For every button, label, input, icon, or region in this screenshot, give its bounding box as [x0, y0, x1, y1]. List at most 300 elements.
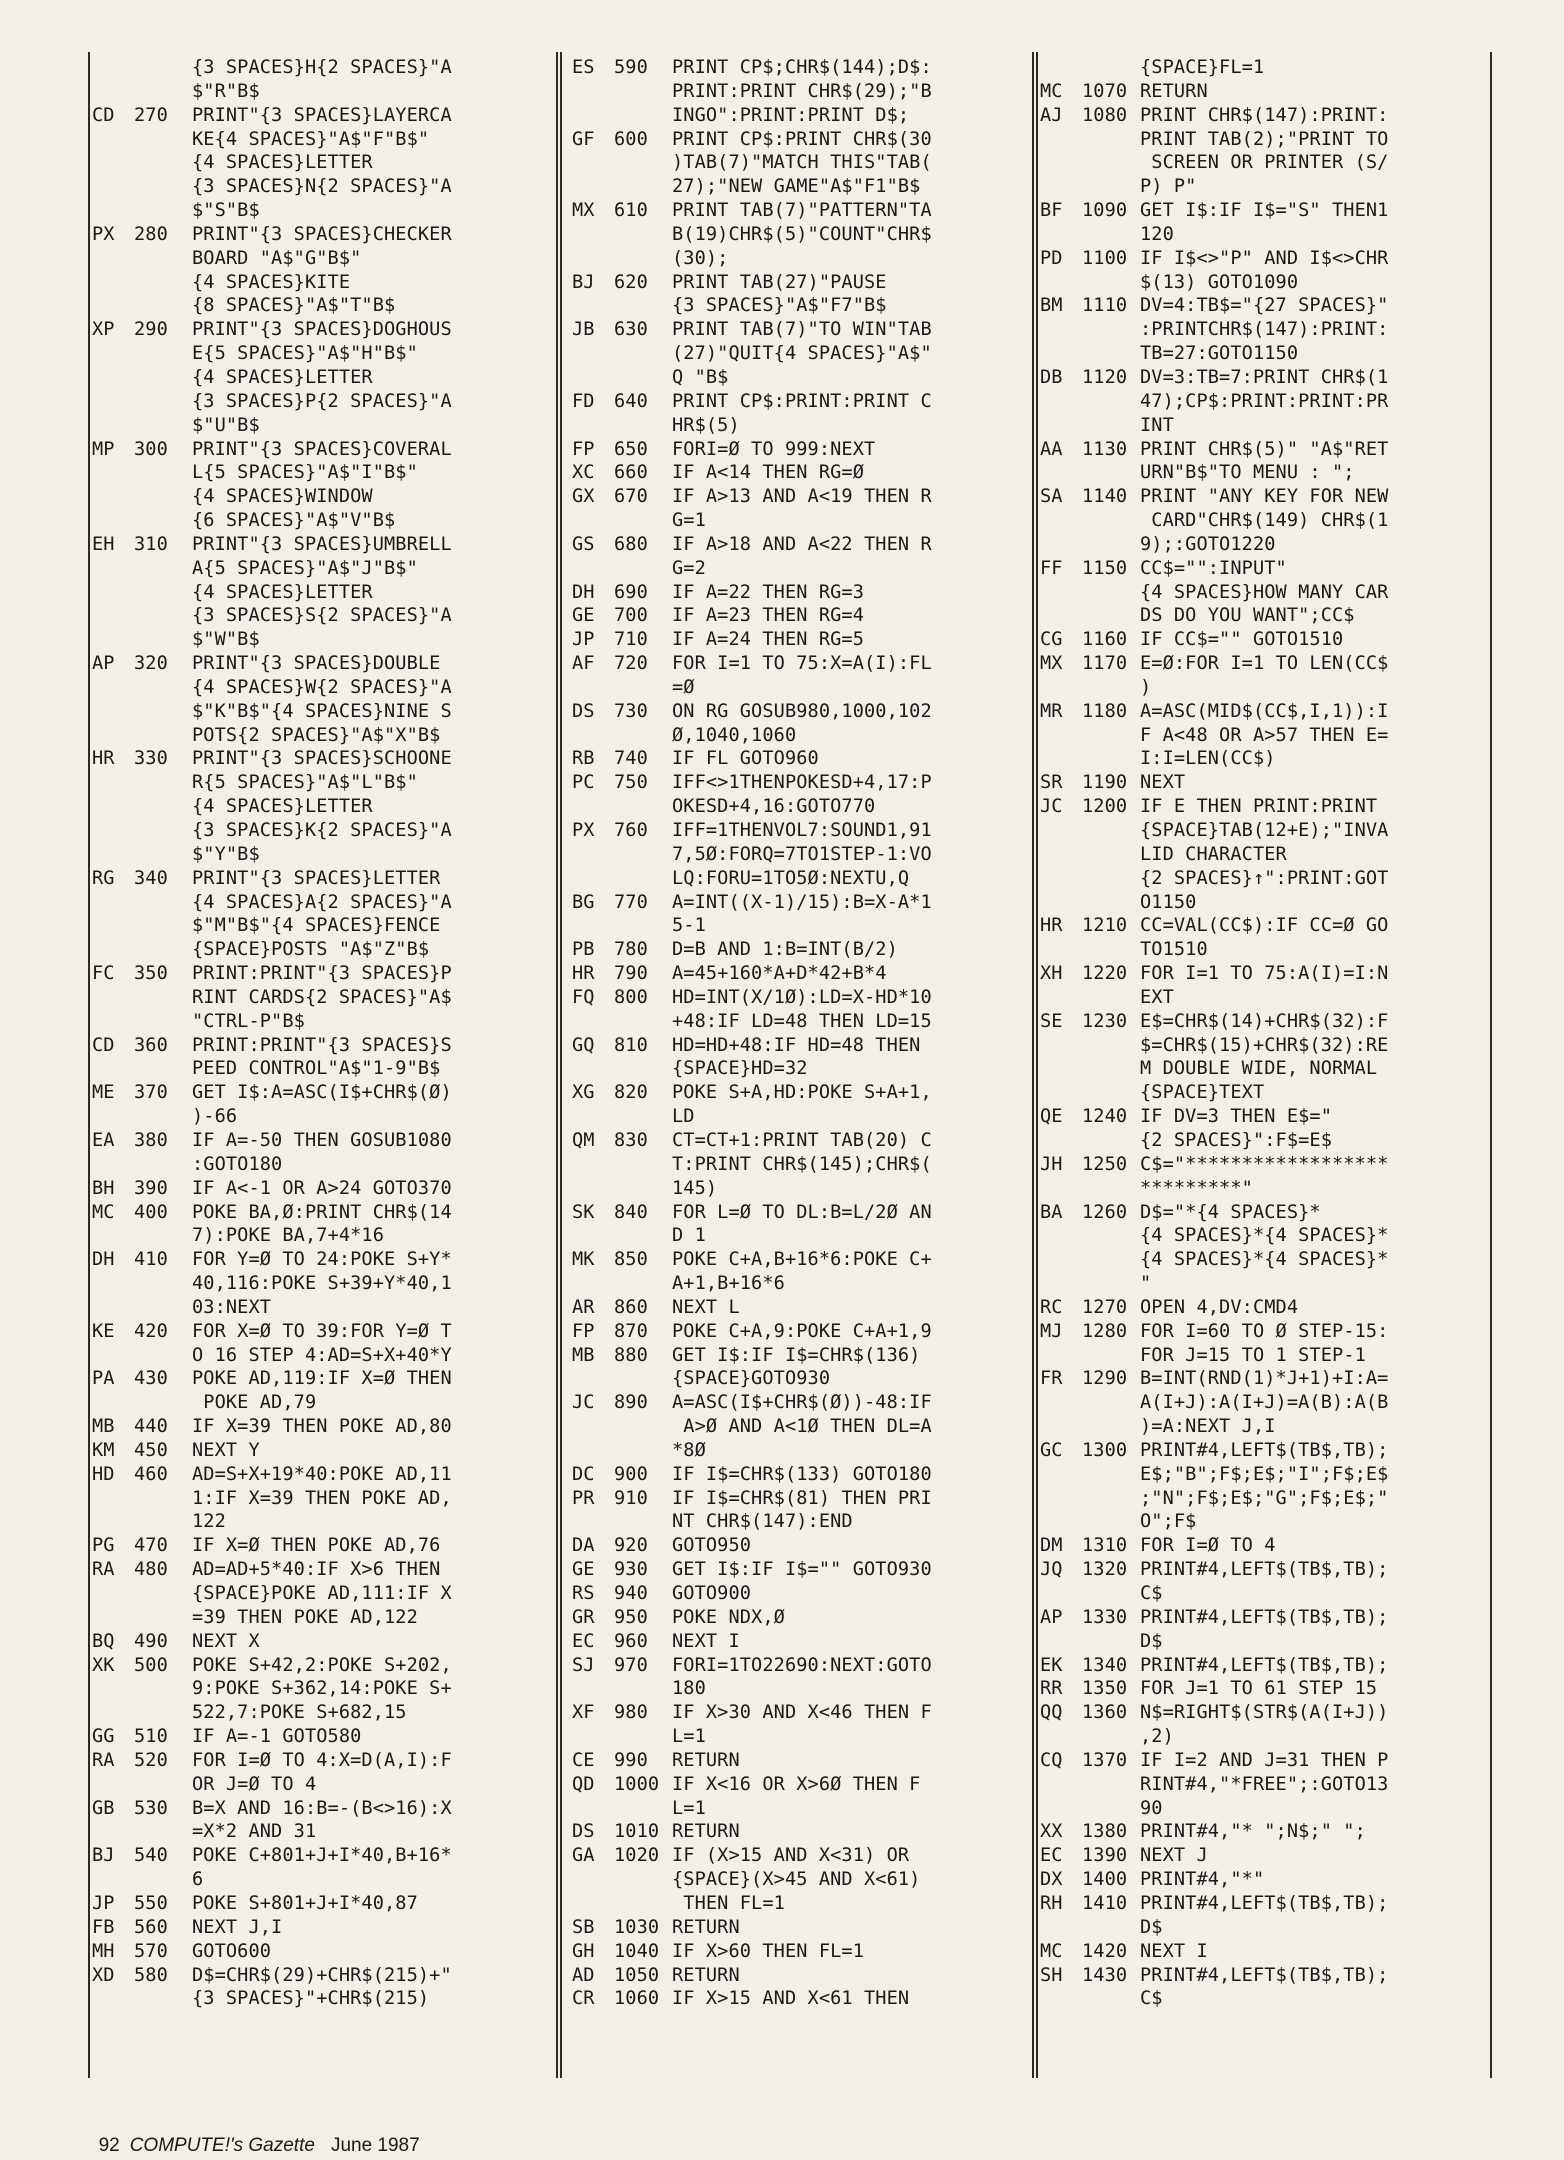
line-number: 1120: [1082, 366, 1128, 388]
line-number: [614, 1725, 672, 1749]
basic-code: IF X<16 OR X>6Ø THEN F: [672, 1773, 921, 1795]
checksum-code: FR: [1040, 1368, 1063, 1390]
basic-code: C$: [1140, 1988, 1163, 2010]
listing-line: [1040, 557, 1500, 581]
listing-line: [572, 962, 1032, 986]
line-number: 1300: [1082, 1439, 1128, 1461]
listing-line: [92, 1558, 554, 1582]
basic-code: IF X=39 THEN POKE AD,80: [192, 1416, 452, 1438]
checksum-code: [92, 1582, 134, 1606]
basic-code: FOR I=Ø TO 4:X=D(A,I):F: [192, 1749, 452, 1771]
basic-code: TB=27:GOTO1150: [1140, 343, 1299, 365]
basic-code: IF A>18 AND A<22 THEN R: [672, 533, 932, 555]
checksum-code: HR: [1040, 915, 1063, 937]
listing-line: [572, 318, 1032, 342]
line-number: [134, 1868, 192, 1892]
line-number: 490: [134, 1630, 168, 1652]
checksum-code: [92, 771, 134, 795]
line-number: [614, 247, 672, 271]
basic-code: DV=3:TB=7:PRINT CHR$(1: [1140, 366, 1389, 388]
listing-line: [92, 1654, 554, 1678]
listing-line: [1040, 1344, 1500, 1368]
checksum-code: DH: [572, 581, 595, 603]
basic-code: 522,7:POKE S+682,15: [192, 1702, 407, 1724]
basic-code: $"W"B$: [192, 629, 260, 651]
listing-line: [92, 557, 554, 581]
basic-code: 1:IF X=39 THEN POKE AD,: [192, 1487, 452, 1509]
listing-line: [572, 1868, 1032, 1892]
line-number: [134, 414, 192, 438]
basic-code: SCREEN OR PRINTER (S/: [1140, 152, 1389, 174]
checksum-code: GS: [572, 533, 595, 555]
checksum-code: [92, 1606, 134, 1630]
listing-line: [92, 1701, 554, 1725]
line-number: 660: [614, 462, 648, 484]
checksum-code: [1040, 1248, 1082, 1272]
checksum-code: [572, 1892, 614, 1916]
listing-line: [92, 1463, 554, 1487]
listing-line: [1040, 604, 1500, 628]
line-number: 270: [134, 104, 168, 126]
basic-code: 7,5Ø:FORQ=7TO1STEP-1:VO: [672, 843, 932, 865]
listing-line: [92, 199, 554, 223]
listing-line: [1040, 199, 1500, 223]
checksum-code: PC: [572, 772, 595, 794]
page-footer: [88, 2113, 420, 2157]
basic-code: PRINT:PRINT"{3 SPACES}S: [192, 1034, 452, 1056]
checksum-code: [92, 1773, 134, 1797]
listing-line: [572, 1415, 1032, 1439]
basic-code: B=X AND 16:B=-(B<>16):X: [192, 1797, 452, 1819]
line-number: [614, 557, 672, 581]
checksum-code: [92, 271, 134, 295]
checksum-code: MC: [1040, 1940, 1063, 1962]
basic-code: FOR L=Ø TO DL:B=L/2Ø AN: [672, 1201, 932, 1223]
listing-line: [572, 1272, 1032, 1296]
basic-code: +48:IF LD=48 THEN LD=15: [672, 1010, 932, 1032]
basic-code: $"K"B$"{4 SPACES}NINE S: [192, 700, 452, 722]
basic-code: NEXT J,I: [192, 1916, 283, 1938]
basic-code: D$="*{4 SPACES}*: [1140, 1201, 1321, 1223]
listing-line: [572, 676, 1032, 700]
checksum-code: CG: [1040, 629, 1063, 651]
listing-line: [1040, 1224, 1500, 1248]
checksum-code: AA: [1040, 438, 1063, 460]
line-number: [134, 557, 192, 581]
basic-code: PRINT"{3 SPACES}DOUBLE: [192, 653, 441, 675]
line-number: 920: [614, 1535, 648, 1557]
checksum-code: [92, 509, 134, 533]
line-number: [134, 271, 192, 295]
basic-code: POKE S+801+J+I*40,87: [192, 1892, 418, 1914]
listing-line: [92, 1868, 554, 1892]
basic-code: FOR I=60 TO Ø STEP-15:: [1140, 1320, 1389, 1342]
listing-line: [1040, 724, 1500, 748]
checksum-code: XH: [1040, 963, 1063, 985]
basic-code: {SPACE}POSTS "A$"Z"B$: [192, 939, 430, 961]
line-number: 1030: [614, 1916, 660, 1938]
listing-line: [1040, 509, 1500, 533]
basic-code: {SPACE}HD=32: [672, 1058, 808, 1080]
basic-code: 120: [1140, 223, 1174, 245]
listing-line: [572, 1510, 1032, 1534]
checksum-code: [572, 1510, 614, 1534]
basic-code: {SPACE}TEXT: [1140, 1082, 1265, 1104]
listing-line: [572, 1725, 1032, 1749]
line-number: 560: [134, 1916, 168, 1938]
basic-code: 122: [192, 1511, 226, 1533]
listing-line: [92, 1987, 554, 2011]
checksum-code: CE: [572, 1749, 595, 1771]
basic-code: RETURN: [672, 1749, 740, 1771]
listing-line: [92, 628, 554, 652]
basic-code: RETURN: [1140, 80, 1208, 102]
listing-line: [572, 1367, 1032, 1391]
listing-line: [1040, 843, 1500, 867]
listing-line: [1040, 1391, 1500, 1415]
basic-code: PRINT CP$;CHR$(144);D$:: [672, 57, 932, 78]
basic-code: PRINT TAB(7)"TO WIN"TAB: [672, 319, 932, 341]
listing-line: [572, 1916, 1032, 1940]
listing-line: [1040, 795, 1500, 819]
basic-code: D=B AND 1:B=INT(B/2): [672, 939, 898, 961]
line-number: [134, 1582, 192, 1606]
basic-code: POKE C+A,9:POKE C+A+1,9: [672, 1320, 932, 1342]
listing-line: [1040, 581, 1500, 605]
line-number: 1050: [614, 1964, 660, 1986]
basic-code: PRINT#4,LEFT$(TB$,TB);: [1140, 1606, 1389, 1628]
listing-line: [572, 1177, 1032, 1201]
checksum-code: [572, 1010, 614, 1034]
checksum-code: RA: [92, 1559, 115, 1581]
listing-line: [92, 151, 554, 175]
line-number: [134, 914, 192, 938]
basic-code: {4 SPACES}A{2 SPACES}"A: [192, 891, 452, 913]
checksum-code: [572, 1725, 614, 1749]
listing-line: [572, 1463, 1032, 1487]
basic-code: PRINT:PRINT"{3 SPACES}P: [192, 963, 452, 985]
checksum-code: [92, 366, 134, 390]
line-number: [134, 1487, 192, 1511]
listing-line: [1040, 628, 1500, 652]
basic-code: *********": [1140, 1177, 1253, 1199]
line-number: [134, 1510, 192, 1534]
checksum-code: [572, 557, 614, 581]
line-number: [1082, 724, 1140, 748]
basic-code: PRINT#4,LEFT$(TB$,TB);: [1140, 1559, 1389, 1581]
listing-column-1: [92, 56, 554, 2011]
line-number: [1082, 271, 1140, 295]
listing-line: [92, 819, 554, 843]
checksum-code: [92, 676, 134, 700]
line-number: [614, 1415, 672, 1439]
line-number: [1082, 533, 1140, 557]
basic-code: B=INT(RND(1)*J+1)+I:A=: [1140, 1368, 1389, 1390]
line-number: [614, 1153, 672, 1177]
listing-line: [572, 1534, 1032, 1558]
basic-code: NEXT Y: [192, 1439, 260, 1461]
checksum-code: [92, 557, 134, 581]
listing-line: [1040, 747, 1500, 771]
line-number: 510: [134, 1726, 168, 1748]
checksum-code: [572, 175, 614, 199]
line-number: [134, 1224, 192, 1248]
line-number: 1190: [1082, 772, 1128, 794]
listing-line: [572, 533, 1032, 557]
listing-line: [1040, 1844, 1500, 1868]
line-number: 350: [134, 963, 168, 985]
line-number: 630: [614, 319, 648, 341]
checksum-code: [572, 867, 614, 891]
listing-line: [572, 1153, 1032, 1177]
basic-code: IF E THEN PRINT:PRINT: [1140, 796, 1378, 818]
listing-line: [572, 1773, 1032, 1797]
listing-line: [572, 1654, 1032, 1678]
basic-code: {4 SPACES}LETTER: [192, 366, 373, 388]
line-number: 650: [614, 438, 648, 460]
line-number: [614, 724, 672, 748]
line-number: 790: [614, 963, 648, 985]
checksum-code: [1040, 1272, 1082, 1296]
basic-code: (27)"QUIT{4 SPACES}"A$": [672, 343, 932, 365]
listing-line: [92, 366, 554, 390]
listing-line: [1040, 819, 1500, 843]
line-number: [134, 1010, 192, 1034]
listing-line: [1040, 914, 1500, 938]
listing-line: [572, 771, 1032, 795]
checksum-code: GX: [572, 486, 595, 508]
line-number: 390: [134, 1177, 168, 1199]
line-number: 370: [134, 1082, 168, 1104]
listing-line: [1040, 1081, 1500, 1105]
line-number: 770: [614, 891, 648, 913]
basic-code: 180: [672, 1678, 706, 1700]
checksum-code: [572, 1177, 614, 1201]
checksum-code: [1040, 843, 1082, 867]
line-number: 880: [614, 1344, 648, 1366]
checksum-code: BG: [572, 891, 595, 913]
listing-line: [92, 318, 554, 342]
checksum-code: [572, 795, 614, 819]
listing-line: [572, 1487, 1032, 1511]
line-number: [1082, 867, 1140, 891]
basic-code: L=1: [672, 1726, 706, 1748]
checksum-code: DM: [1040, 1535, 1063, 1557]
line-number: 360: [134, 1034, 168, 1056]
basic-code: 7):POKE BA,7+4*16: [192, 1225, 385, 1247]
checksum-code: [92, 461, 134, 485]
basic-code: DV=4:TB$="{27 SPACES}": [1140, 295, 1389, 317]
checksum-code: [572, 914, 614, 938]
line-number: [1082, 318, 1140, 342]
line-number: [134, 80, 192, 104]
line-number: [134, 509, 192, 533]
checksum-code: RR: [1040, 1678, 1063, 1700]
listing-line: [92, 914, 554, 938]
checksum-code: [1040, 318, 1082, 342]
line-number: [1082, 1916, 1140, 1940]
listing-line: [1040, 1201, 1500, 1225]
checksum-code: JP: [572, 629, 595, 651]
basic-code: )=A:NEXT J,I: [1140, 1416, 1276, 1438]
basic-code: {SPACE}GOTO930: [672, 1368, 831, 1390]
listing-line: [92, 986, 554, 1010]
checksum-code: [92, 891, 134, 915]
checksum-code: [1040, 1391, 1082, 1415]
line-number: [614, 843, 672, 867]
line-number: [1082, 1034, 1140, 1058]
checksum-code: ME: [92, 1082, 115, 1104]
listing-line: [92, 342, 554, 366]
checksum-code: [572, 414, 614, 438]
line-number: 460: [134, 1463, 168, 1485]
listing-line: [1040, 676, 1500, 700]
checksum-code: CR: [572, 1988, 595, 2010]
checksum-code: FP: [572, 438, 595, 460]
listing-line: [92, 485, 554, 509]
listing-line: [572, 1391, 1032, 1415]
listing-line: [92, 962, 554, 986]
listing-line: [1040, 986, 1500, 1010]
line-number: [1082, 986, 1140, 1010]
checksum-code: RG: [92, 867, 115, 889]
basic-code: HD=HD+48:IF HD=48 THEN: [672, 1034, 921, 1056]
listing-line: [572, 1582, 1032, 1606]
basic-code: A>Ø AND A<1Ø THEN DL=A: [672, 1416, 932, 1438]
checksum-code: XD: [92, 1964, 115, 1986]
basic-code: IF A=23 THEN RG=4: [672, 605, 865, 627]
basic-code: 9:POKE S+362,14:POKE S+: [192, 1678, 452, 1700]
line-number: [134, 390, 192, 414]
basic-code: GOTO950: [672, 1535, 752, 1557]
basic-code: {SPACE}POKE AD,111:IF X: [192, 1583, 452, 1604]
checksum-code: [1040, 533, 1082, 557]
basic-code: P) P": [1140, 176, 1197, 198]
line-number: 860: [614, 1296, 648, 1318]
listing-line: [1040, 1439, 1500, 1463]
basic-code: {3 SPACES}N{2 SPACES}"A: [192, 176, 452, 198]
checksum-code: [572, 104, 614, 128]
checksum-code: [1040, 1797, 1082, 1821]
listing-line: [572, 366, 1032, 390]
line-number: [1082, 1987, 1140, 2011]
checksum-code: MX: [572, 200, 595, 222]
basic-code: PRINT CHR$(147):PRINT:: [1140, 104, 1389, 126]
line-number: 470: [134, 1535, 168, 1557]
checksum-code: HR: [572, 963, 595, 985]
listing-line: [1040, 1463, 1500, 1487]
line-number: [614, 1892, 672, 1916]
listing-line: [572, 1010, 1032, 1034]
listing-line: [1040, 1487, 1500, 1511]
basic-code: GET I$:IF I$="S" THEN1: [1140, 200, 1389, 222]
line-number: 810: [614, 1034, 648, 1056]
basic-code: G=1: [672, 510, 706, 532]
listing-line: [92, 414, 554, 438]
checksum-code: SJ: [572, 1654, 595, 1676]
listing-line: [92, 1534, 554, 1558]
basic-code: )-66: [192, 1106, 238, 1128]
checksum-code: DC: [572, 1463, 595, 1485]
listing-line: [572, 1034, 1032, 1058]
checksum-code: [1040, 1773, 1082, 1797]
line-number: [134, 795, 192, 819]
line-number: 520: [134, 1749, 168, 1771]
checksum-code: [1040, 1081, 1082, 1105]
line-number: 840: [614, 1201, 648, 1223]
checksum-code: MC: [92, 1201, 115, 1223]
checksum-code: [1040, 724, 1082, 748]
listing-line: [1040, 652, 1500, 676]
checksum-code: [92, 986, 134, 1010]
basic-code: NT CHR$(147):END: [672, 1511, 853, 1533]
magazine-title: COMPUTE!'s Gazette: [129, 2135, 315, 2156]
column-divider-right-edge: [556, 52, 558, 2078]
line-number: 980: [614, 1702, 648, 1724]
checksum-code: [92, 1272, 134, 1296]
page-number: 92: [98, 2135, 120, 2156]
listing-line: [92, 247, 554, 271]
line-number: [134, 1820, 192, 1844]
checksum-code: MX: [1040, 653, 1063, 675]
basic-code: PRINT"{3 SPACES}UMBRELL: [192, 533, 452, 555]
basic-code: GET I$:IF I$="" GOTO930: [672, 1559, 932, 1581]
listing-line: [92, 1415, 554, 1439]
basic-code: INT: [1140, 414, 1174, 436]
listing-line: [92, 1844, 554, 1868]
line-number: 1250: [1082, 1153, 1128, 1175]
listing-line: [92, 581, 554, 605]
listing-line: [92, 891, 554, 915]
listing-line: [92, 533, 554, 557]
listing-column-2: [572, 56, 1032, 2011]
line-number: 820: [614, 1082, 648, 1104]
listing-line: [1040, 175, 1500, 199]
basic-code: R{5 SPACES}"A$"L"B$": [192, 772, 418, 794]
line-number: 570: [134, 1940, 168, 1962]
checksum-code: XG: [572, 1082, 595, 1104]
listing-line: [1040, 1582, 1500, 1606]
basic-code: $"Y"B$: [192, 843, 260, 865]
checksum-code: [92, 1105, 134, 1129]
checksum-code: [92, 1057, 134, 1081]
basic-code: URN"B$"TO MENU : ";: [1140, 462, 1355, 484]
line-number: [1082, 1391, 1140, 1415]
basic-code: HD=INT(X/1Ø):LD=X-HD*10: [672, 986, 932, 1008]
line-number: 450: [134, 1439, 168, 1461]
line-number: [614, 223, 672, 247]
line-number: [134, 128, 192, 152]
checksum-code: [92, 1987, 134, 2011]
line-number: [134, 1677, 192, 1701]
line-number: 700: [614, 605, 648, 627]
basic-code: PRINT CP$:PRINT:PRINT C: [672, 390, 932, 412]
line-number: [1082, 223, 1140, 247]
listing-line: [572, 1797, 1032, 1821]
basic-code: PRINT TAB(7)"PATTERN"TA: [672, 200, 932, 222]
line-number: [134, 342, 192, 366]
listing-line: [572, 724, 1032, 748]
basic-code: EXT: [1140, 986, 1174, 1008]
line-number: [614, 509, 672, 533]
basic-code: {2 SPACES}":F$=E$: [1140, 1129, 1333, 1151]
checksum-code: JQ: [1040, 1559, 1063, 1581]
basic-code: PRINT#4,LEFT$(TB$,TB);: [1140, 1964, 1389, 1986]
listing-line: [572, 199, 1032, 223]
listing-line: [1040, 1153, 1500, 1177]
listing-line: [92, 724, 554, 748]
listing-line: [92, 1367, 554, 1391]
